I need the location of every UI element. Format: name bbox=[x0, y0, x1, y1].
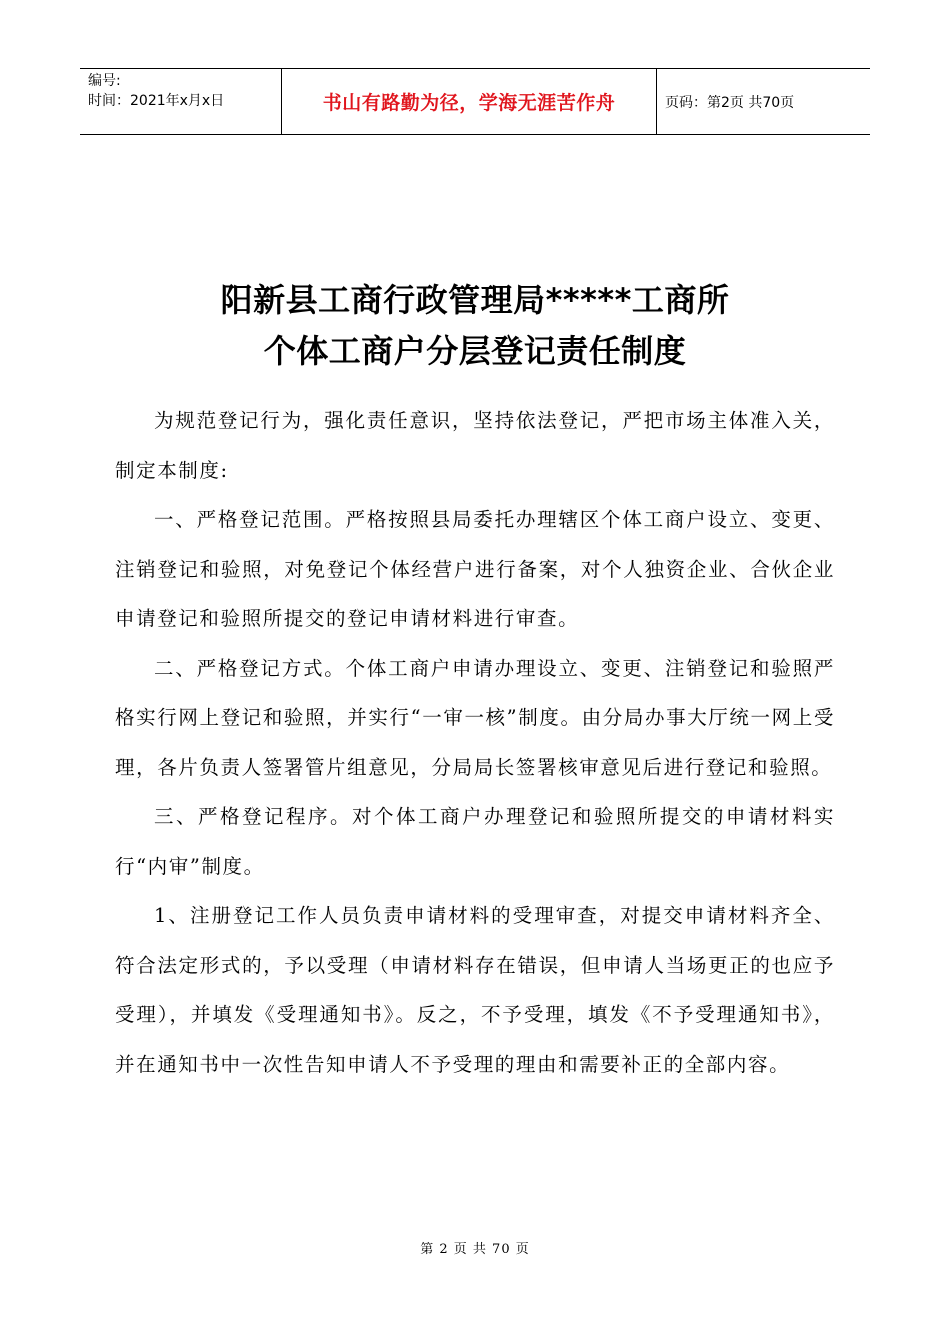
page-footer: 第 2 页 共 70 页 bbox=[420, 1242, 530, 1257]
number-label: 编号: bbox=[88, 73, 121, 89]
header-meta-cell bbox=[80, 69, 282, 134]
header-motto: 书山有路勤为径，学海无涯苦作舟 bbox=[282, 69, 657, 134]
header-page-info: 页码：第2页 共70页 bbox=[665, 94, 795, 111]
paragraph: 一、严格登记范围。严格按照县局委托办理辖区个体工商户设立、变更、注销登记和验照，对免登记个体经营户进行备案，对个人独资企业、合伙企业申请登记和验照所提交的登记申请材料进行审查。 bbox=[115, 508, 835, 630]
document-title-line1: 阳新县工商行政管理局*****工商所 bbox=[220, 281, 730, 319]
header-table bbox=[80, 68, 870, 135]
paragraph: 为规范登记行为，强化责任意识，坚持依法登记，严把市场主体准入关，制定本制度: bbox=[115, 409, 835, 482]
document-body bbox=[115, 396, 835, 1089]
paragraph: 二、严格登记方式。个体工商户申请办理设立、变更、注销登记和验照严格实行网上登记和验照，并实行“一审一核”制度。由分局办事大厅统一网上受理，各片负责人签署管片组意见，分局局长签署核审意见后进行登记和验照。 bbox=[115, 656, 835, 779]
time-label: 时间：2021年x月x日 bbox=[88, 93, 225, 109]
paragraph: 1、注册登记工作人员负责申请材料的受理审查，对提交申请材料齐全、符合法定形式的，予以受理（申请材料存在错误，但申请人当场更正的也应予受理），并填发《受理通知书》。反之，不予受理，填发《不予受理通知书》，并在通知书中一次性告知申请人不予受理的理由和需要补正的全部内容。 bbox=[115, 904, 835, 1076]
document-title-line2: 个体工商户分层登记责任制度 bbox=[263, 332, 687, 370]
paragraph: 三、严格登记程序。对个体工商户办理登记和验照所提交的申请材料实行“内审”制度。 bbox=[115, 805, 835, 878]
